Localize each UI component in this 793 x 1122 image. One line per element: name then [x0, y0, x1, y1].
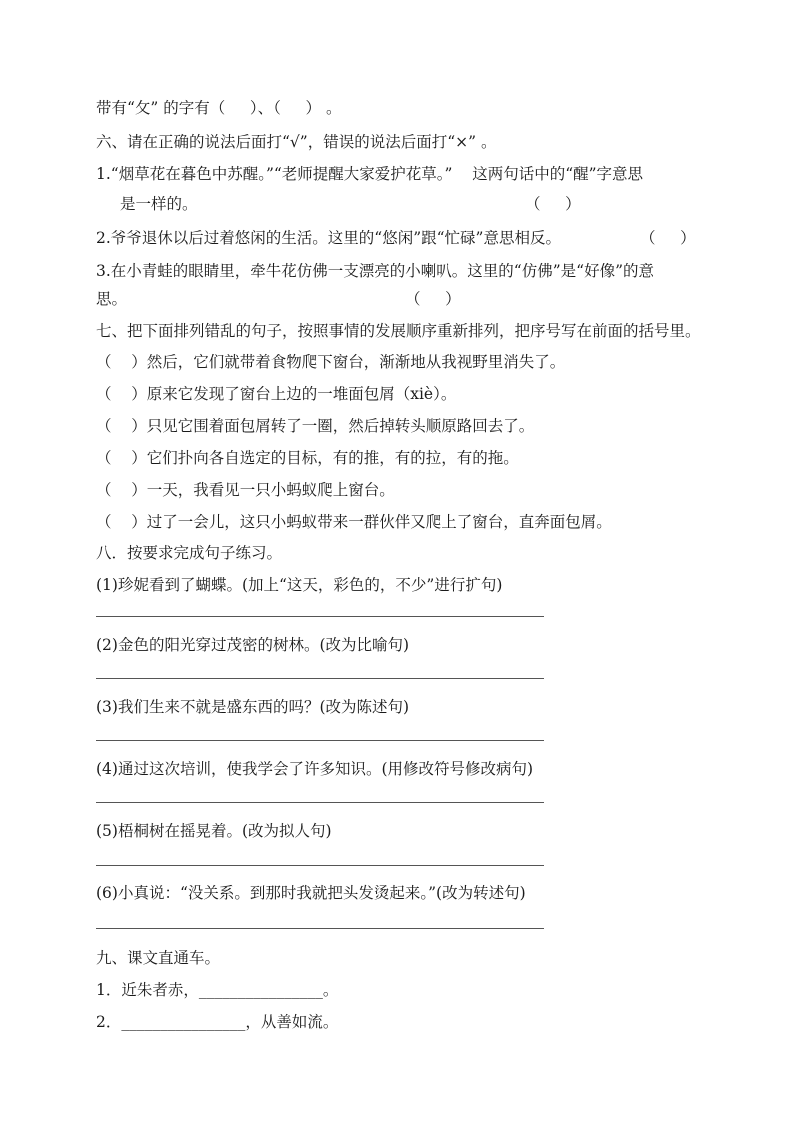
sentence-item: （ ）只见它围着面包屑转了一圈，然后掉转头顺原路回去了。	[96, 417, 535, 435]
answer-line[interactable]	[96, 616, 544, 617]
section-heading-7: 七、把下面排列错乱的句子，按照事情的发展顺序重新排列，把序号写在前面的括号里。	[96, 322, 701, 340]
answer-paren[interactable]: （ ）	[405, 290, 461, 308]
question-item: 3.在小青蛙的眼睛里，牵牛花仿佛一支漂亮的小喇叭。这里的“仿佛”是“好像”的意	[96, 262, 654, 280]
sentence-item: （ ）它们扑向各自选定的目标，有的推，有的拉，有的拖。	[96, 449, 519, 467]
exercise-prompt: (2)金色的阳光穿过茂密的树林。(改为比喻句)	[96, 636, 410, 654]
sentence-item: （ ）然后，它们就带着食物爬下窗台，渐渐地从我视野里消失了。	[96, 353, 566, 371]
answer-paren[interactable]: （ ）	[525, 195, 581, 213]
answer-paren[interactable]: （ ）	[640, 229, 696, 247]
question-item-continued: 是一样的。	[120, 195, 198, 213]
section-heading-6: 六、请在正确的说法后面打“√”，错误的说法后面打“×” 。	[96, 133, 497, 151]
exercise-prompt: (5)梧桐树在摇晃着。(改为拟人句)	[96, 822, 332, 840]
answer-line[interactable]	[96, 802, 544, 803]
answer-line[interactable]	[96, 740, 544, 741]
question-item: 1.“烟草花在暮色中苏醒。”“老师提醒大家爱护花草。” 这两句话中的“醒”字意思	[96, 165, 644, 183]
question-item-continued: 思。	[96, 290, 128, 308]
exercise-prompt: (1)珍妮看到了蝴蝶。(加上“这天，彩色的，不少”进行扩句)	[96, 576, 503, 594]
fill-blank-item: 2．________________，从善如流。	[96, 1013, 339, 1031]
question-item: 2.爷爷退休以后过着悠闲的生活。这里的“悠闲”跟“忙碌”意思相反。	[96, 229, 561, 247]
exercise-prompt: (6)小真说：“没关系。到那时我就把头发烫起来。”(改为转述句)	[96, 884, 526, 902]
sentence-item: （ ）原来它发现了窗台上边的一堆面包屑（xiè）。	[96, 385, 457, 403]
exercise-prompt: (3)我们生来不就是盛东西的吗？(改为陈述句)	[96, 698, 410, 716]
section-heading-8: 八．按要求完成句子练习。	[96, 544, 283, 562]
answer-line[interactable]	[96, 678, 544, 679]
sentence-item: （ ）过了一会儿，这只小蚂蚁带来一群伙伴又爬上了窗台，直奔面包屑。	[96, 513, 612, 531]
answer-line[interactable]	[96, 865, 544, 866]
text-line: 带有“攵” 的字有（ ）、（ ） 。	[96, 99, 342, 117]
fill-blank-item: 1．近朱者赤，________________。	[96, 981, 339, 999]
answer-line[interactable]	[96, 928, 544, 929]
sentence-item: （ ）一天，我看见一只小蚂蚁爬上窗台。	[96, 481, 395, 499]
exercise-prompt: (4)通过这次培训，使我学会了许多知识。(用修改符号修改病句)	[96, 760, 534, 778]
section-heading-9: 九、课文直通车。	[96, 949, 221, 967]
